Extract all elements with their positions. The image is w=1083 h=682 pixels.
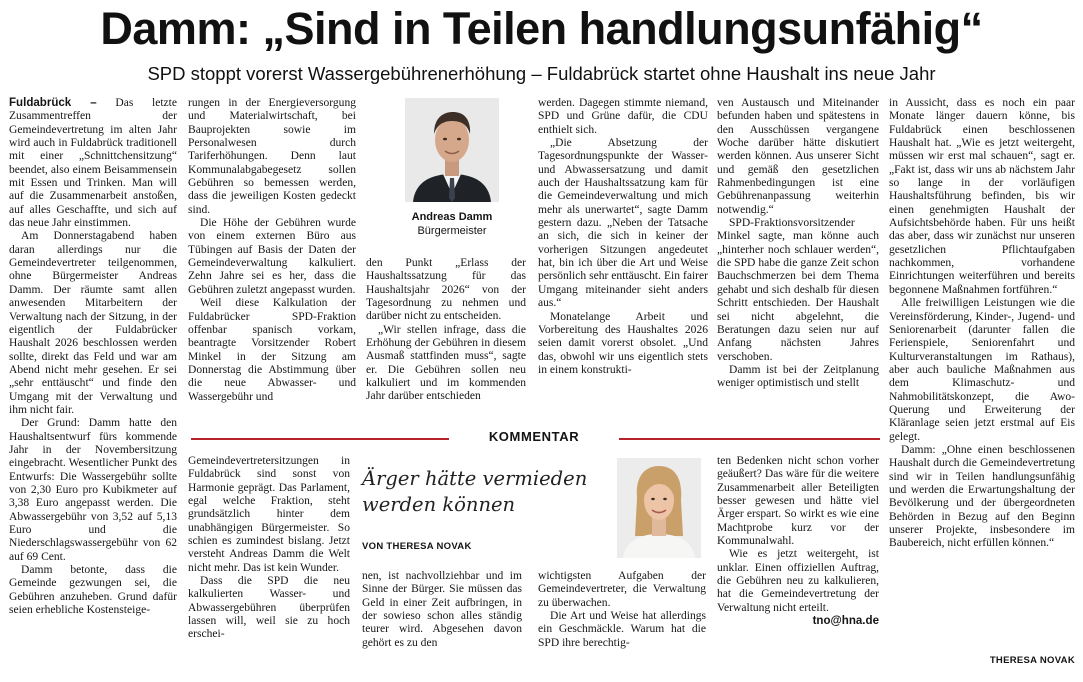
article-paragraph: den Punkt „Erlass der Haushaltssatzung für das Haushaltsjahr 2026“ von der Tagesordnung zu nehmen und darüber nicht zu entscheiden. — [366, 257, 526, 323]
kommentar-title: Ärger hätte vermieden werden können — [362, 467, 588, 516]
article-paragraph: werden. Dagegen stimmte niemand, SPD und Grüne dafür, die CDU enthielt sich. — [538, 97, 708, 136]
article-paragraph: „Die Absetzung der Tagesordnungspunkte der Wasser- und Abwassersatzung und damit auch der Haushaltssatzung kam für die Gemeindeverwaltung und mich mehr als unerwartet“, sagte Damm gestern dazu. „Neben der Tatsache an sich, die sich in keiner der vorherigen Sitzungen angedeutet hat, bin ich über die Art und Weise persönlich sehr enttäuscht. Ein fairer Umgang miteinander sieht anders aus.“ — [538, 137, 708, 310]
kommentar-label: KOMMENTAR — [449, 428, 619, 446]
article-paragraph: Fuldabrück – Das letzte Zusammentreffen der Gemeindevertretung im alten Jahr wird auch in Fuldabrück traditionell mit einer „Schnittchensitzung“ beendet, also einem Beisammensein mit Essen und Trinken. Man will auf die Zusammenarbeit anstoßen, auf alles Geschaffte, und sich auf das neue Jahr einstimmen. — [9, 97, 177, 230]
article-paragraph: Alle freiwilligen Leistungen wie die Vereinsförderung, Kinder-, Jugend- und Seniorenarbeit (darunter fallen die Ferienspiele, Seniorenfahrt und Kulturveranstaltungen im Rathaus), aber auch bauliche Maßnahmen aus dem Klimaschutz- und Nahmobilitätskonzept, die Awo-Querung und Erweiterung der Kläranlage seien jetzt erstmal auf Eis gelegt. — [889, 297, 1075, 443]
article-paragraph: ven Austausch und Miteinander befunden haben und spätestens in den Ausschüssen vergangene Woche darüber hätte diskutiert werden können. Aus unserer Sicht und gemäß den gesetzlichen Rahmenbedingungen ist eine Gebührenanpassung weiterhin notwendig.“ — [717, 97, 879, 216]
article-column-5 — [717, 97, 879, 421]
author-email[interactable]: tno@hna.de — [812, 615, 879, 628]
article-column-2 — [188, 97, 356, 421]
article-author: THERESA NOVAK — [989, 655, 1075, 666]
dateline: Fuldabrück – — [9, 97, 97, 109]
article-column-1 — [9, 97, 177, 672]
portrait-andreas-damm — [405, 98, 499, 202]
article-column-4 — [538, 97, 708, 421]
kommentar-paragraph: ten Bedenken nicht schon vorher geäußert? Das wäre für die weitere Zusammenarbeit aller Beteiligten besser gewesen und hätte viel Ärger erspart. So wirkt es wie eine Machtprobe kurz vor der Kommunalwahl. — [717, 455, 879, 548]
kommentar-column-3 — [538, 570, 706, 660]
photo-caption-role: Bürgermeister — [417, 225, 487, 237]
article-paragraph: SPD-Fraktionsvorsitzender Minkel sagte, man könne auch „hinterher noch schlauer werden“, die SPD habe die ganze Zeit schon Bauchschmerzen bei dem Thema gehabt und sich deshalb für diesen Schritt entschieden. Der Haushalt sei nicht abgelehnt, die Beratungen dazu seien nur auf Anfang nächsten Jahres verschoben. — [717, 217, 879, 363]
subheadline: SPD stoppt vorerst Wassergebührenerhöhung – Fuldabrück startet ohne Haushalt ins neue Jahr — [147, 63, 936, 84]
article-paragraph: Der Grund: Damm hatte den Haushaltsentwurf fürs kommende Jahr in der Novembersitzung eingebracht. Wesentlicher Punkt des Entwurfs: Die Wassergebühr sollte von 2,30 Euro pro Kubikmeter auf 3,38 Euro angepasst werden. Die Abwassergebühr von 3,52 auf 5,13 Euro und die Niederschlagswassergebühr von 62 auf 69 Cent. — [9, 417, 177, 563]
article-paragraph: Weil diese Kalkulation der Fuldabrücker SPD-Fraktion offenbar spanisch vorkam, beantragte Vorsitzender Robert Minkel in der Sitzung am Donnerstag die Abstimmung über die neue Abwasser- und Wassergebühr und — [188, 297, 356, 403]
kommentar-column-4 — [717, 455, 879, 660]
article-paragraph: Monatelange Arbeit und Vorbereitung des Haushaltes 2026 seien damit vorerst obsolet. „Und das, obwohl wir uns eigentlich stets in einem konstrukti- — [538, 310, 708, 376]
article-column-6 — [889, 97, 1075, 655]
article-paragraph: in Aussicht, dass es noch ein paar Monate länger dauern könne, bis Fuldabrück einen beschlossenen Haushalt hat. „Wie es jetzt weitergeht, müssen wir erst mal schauen“, sagt er. „Fakt ist, dass wir uns ab nächstem Jahr so lange in der vorläufigen Haushaltsführung befinden, bis wir einen genehmigten Haushalt der Aufsichtsbehörde haben. Für uns heißt das aber, dass wir zunächst nur unseren gesetzlichen Pflichtaufgaben nachkommen, vorhandene Einrichtungen weiterführen und bereits begonnene Maßnahmen fortführen.“ — [889, 97, 1075, 296]
article-paragraph: Damm: „Ohne einen beschlossenen Haushalt durch die Gemeindevertretung sind wir in Teilen handlungsunfähig und werden die Erwartungshaltung der Bevölkerung und der übergeordneten Behörden in Bezug auf den Beginn unserer Projekte, insbesondere im Baubereich, nicht erfüllen können.“ — [889, 443, 1075, 550]
kommentar-paragraph: Wie es jetzt weitergeht, ist unklar. Einen offiziellen Auftrag, die Gebühren neu zu kalkulieren, hat die Gemeindevertretung der Verwaltung nicht erteilt. tno@hna.de — [717, 548, 879, 628]
headline: Damm: „Sind in Teilen handlungsunfähig“ — [100, 3, 983, 54]
kommentar-paragraph: Gemeindevertretersitzungen in Fuldabrück sind sonst von Harmonie geprägt. Das Parlament, egal welche Fraktion, steht grundsätzlich hinter dem unabhängigen Bürgermeister. So schien es zumindest bislang. Jetzt versteht Andreas Damm die Welt nicht mehr. Das ist kein Wunder. — [188, 455, 350, 574]
article-paragraph: Am Donnerstagabend haben daran allerdings nur die Gemeindevertreter teilgenommen, ohne Bürgermeister Andreas Damm. Der räumte samt allen anwesenden Mitarbeitern der Verwaltung nach der Sitzung, in der eigentlich der Fuldabrücker Haushalt 2026 beschlossen werden sollte, direkt das Feld und war am Abend nicht mehr gesehen. Er sei „sehr enttäuscht“ und finde den Umgang mit der Verwaltung und ihm nicht fair. — [9, 230, 177, 416]
article-paragraph: Damm betonte, dass die Gemeinde gezwungen sei, die Gebühren anzuheben. Grund dafür seien erhebliche Kostensteige- — [9, 564, 177, 617]
kommentar-column-1 — [188, 455, 350, 655]
kommentar-paragraph: nen, ist nachvollziehbar und im Sinne der Bürger. Sie müssen das Geld in einer Zeit aufbringen, in der sowieso schon alles ständig teurer wird. Abgesehen davon gehört es zu den — [362, 570, 522, 649]
kommentar-author: VON THERESA NOVAK — [362, 541, 472, 552]
portrait-theresa-novak — [617, 458, 701, 558]
kommentar-paragraph: wichtigsten Aufgaben der Gemeindevertreter, die Verwaltung zu überwachen. — [538, 570, 706, 609]
article-paragraph: rungen in der Energieversorgung und Materialwirtschaft, bei Bauprojekten sowie im Personalwesen durch Tariferhöhungen. Denn laut Kommunalabgabegesetz sollen Gebühren so bemessen werden, dass die jeweiligen Kosten gedeckt sind. — [188, 97, 356, 216]
kommentar-paragraph: Die Art und Weise hat allerdings ein Geschmäckle. Warum hat die SPD ihre berechtig- — [538, 610, 706, 649]
kommentar-paragraph: Dass die SPD die neu kalkulierten Wasser- und Abwassergebühren überprüfen lassen will, weil sie zu hoch erschei- — [188, 575, 350, 641]
article-paragraph: Damm ist bei der Zeitplanung weniger optimistisch und stellt — [717, 363, 879, 390]
article-paragraph: Die Höhe der Gebühren wurde von einem externen Büro aus Tübingen auf Basis der Daten der Gemeindeverwaltung kalkuliert. Zehn Jahre sei es her, dass die Gebühren zuletzt angepasst wurden. — [188, 217, 356, 296]
article-column-3 — [366, 257, 526, 421]
article-paragraph: „Wir stellen infrage, dass die Erhöhung der Gebühren in diesem Ausmaß stattfinden muss“, sagte er. Die Gebühren sollen neu kalkuliert und im kommenden Jahr darüber entschieden — [366, 323, 526, 403]
photo-caption-name: Andreas Damm — [411, 211, 493, 223]
kommentar-column-2 — [362, 570, 522, 660]
